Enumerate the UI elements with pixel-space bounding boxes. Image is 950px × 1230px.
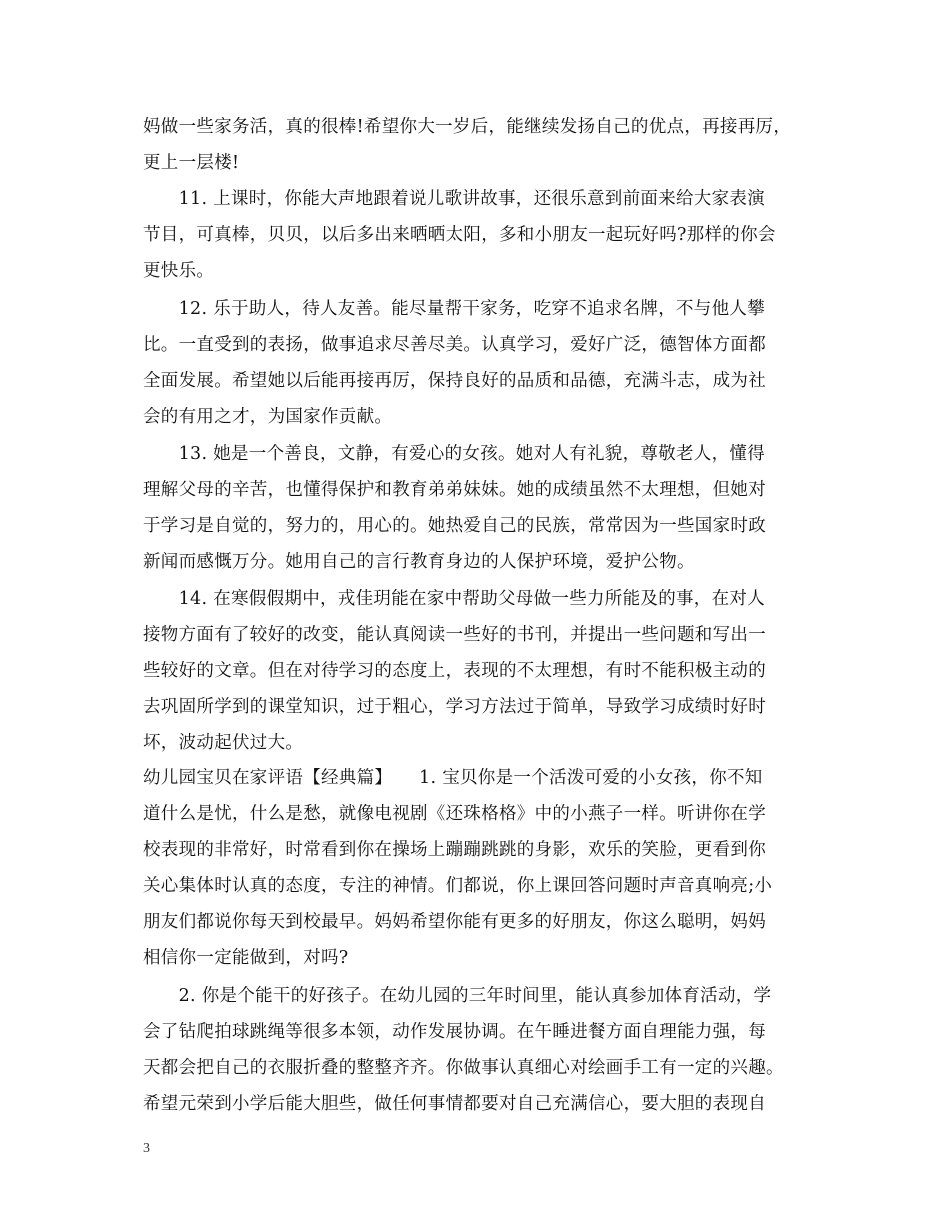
text-line: 会的有用之才，为国家作贡献。 [143, 407, 393, 427]
text-line: 12. 乐于助人，待人友善。能尽量帮干家务，吃穿不追求名牌，不与他人攀 [143, 299, 765, 319]
text-line: 些较好的文章。但在对待学习的态度上，表现的不太理想，有时不能积极主动的 [143, 661, 766, 681]
text-line: 13. 她是一个善良，文静，有爱心的女孩。她对人有礼貌，尊敬老人，懂得 [143, 444, 765, 464]
text-line: 道什么是忧，什么是愁，就像电视剧《还珠格格》中的小燕子一样。听讲你在学 [143, 804, 766, 824]
text-line: 更快乐。 [143, 261, 215, 281]
text-line: 希望元荣到小学后能大胆些，做任何事情都要对自己充满信心，要大胆的表现自 [143, 1094, 766, 1114]
text-line: 去巩固所学到的课堂知识，过于粗心，学习方法过于简单，导致学习成绩时好时 [143, 697, 766, 717]
text-line: 节目，可真棒，贝贝，以后多出来晒晒太阳，多和小朋友一起玩好吗?那样的你会 [143, 225, 776, 245]
text-line: 妈做一些家务活，真的很棒!希望你大一岁后，能继续发扬自己的优点，再接再厉， [143, 117, 792, 137]
text-line: 校表现的非常好，时常看到你在操场上蹦蹦跳跳的身影，欢乐的笑脸，更看到你 [143, 840, 766, 860]
text-line: 朋友们都说你每天到校最早。妈妈希望你能有更多的好朋友，你这么聪明，妈妈 [143, 912, 766, 932]
text-line: 天都会把自己的衣服折叠的整整齐齐。你做事认真细心对绘画手工有一定的兴趣。 [143, 1058, 784, 1078]
text-line: 会了钻爬拍球跳绳等很多本领，动作发展协调。在午睡进餐方面自理能力强，每 [143, 1022, 766, 1042]
text-line: 坏，波动起伏过大。 [143, 733, 304, 753]
text-line: 幼儿园宝贝在家评语【经典篇】 1. 宝贝你是一个活泼可爱的小女孩，你不知 [143, 768, 763, 788]
text-line: 11. 上课时，你能大声地跟着说儿歌讲故事，还很乐意到前面来给大家表演 [143, 189, 765, 209]
text-line: 关心集体时认真的态度，专注的神情。们都说，你上课回答问题时声音真响亮;小 [143, 876, 773, 896]
text-line: 2. 你是个能干的好孩子。在幼儿园的三年时间里，能认真参加体育活动，学 [143, 986, 772, 1006]
page-number: 3 [143, 1141, 150, 1156]
text-line: 理解父母的辛苦，也懂得保护和教育弟弟妹妹。她的成绩虽然不太理想，但她对 [143, 480, 766, 500]
text-line: 全面发展。希望她以后能再接再厉，保持良好的品质和品德，充满斗志，成为社 [143, 371, 766, 391]
text-line: 于学习是自觉的，努力的，用心的。她热爱自己的民族，常常因为一些国家时政 [143, 516, 766, 536]
text-line: 14. 在寒假假期中，戎佳玥能在家中帮助父母做一些力所能及的事，在对人 [143, 589, 765, 609]
text-line: 新闻而感慨万分。她用自己的言行教育身边的人保护环境，爱护公物。 [143, 552, 695, 572]
text-line: 更上一层楼! [143, 153, 240, 173]
text-line: 相信你一定能做到，对吗? [143, 948, 349, 968]
text-line: 接物方面有了较好的改变，能认真阅读一些好的书刊，并提出一些问题和写出一 [143, 625, 766, 645]
text-line: 比。一直受到的表扬，做事追求尽善尽美。认真学习，爱好广泛，德智体方面都 [143, 335, 766, 355]
